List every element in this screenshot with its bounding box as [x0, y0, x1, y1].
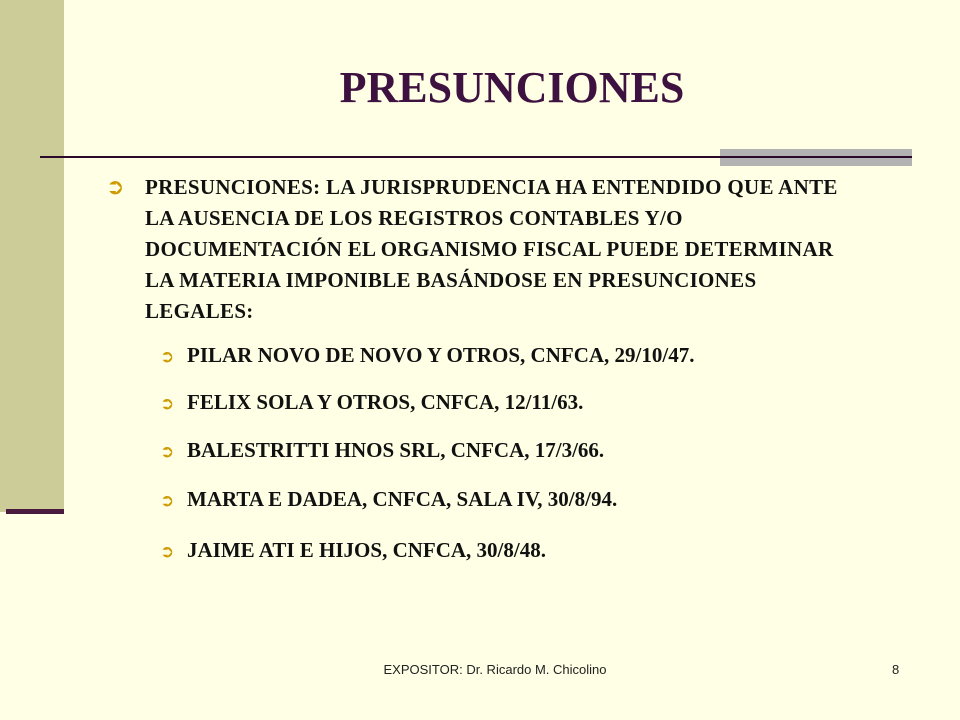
arrow-bullet-icon: ➲	[160, 542, 175, 562]
sub-bullet-item	[160, 538, 546, 563]
arrow-bullet-icon: ➲	[160, 442, 175, 462]
footer-presenter: EXPOSITOR: Dr. Ricardo M. Chicolino	[383, 662, 607, 677]
sub-bullet-item	[160, 487, 617, 512]
arrow-bullet-icon: ➲	[106, 175, 125, 200]
arrow-bullet-icon: ➲	[160, 347, 175, 367]
title-rule-overlay	[720, 156, 912, 158]
left-decorative-bar	[0, 0, 64, 512]
sub-bullet-item	[160, 438, 604, 463]
left-bar-accent	[6, 509, 64, 514]
sub-bullet-text: BALESTRITTI HNOS SRL, CNFCA, 17/3/66.	[187, 438, 605, 462]
page-number: 8	[892, 662, 900, 677]
sub-bullet-text: MARTA E DADEA, CNFCA, SALA IV, 30/8/94.	[187, 487, 618, 511]
sub-bullet-text: JAIME ATI E HIJOS, CNFCA, 30/8/48.	[187, 538, 546, 562]
sub-bullet-text: FELIX SOLA Y OTROS, CNFCA, 12/11/63.	[187, 390, 584, 414]
slide-title: PRESUNCIONES	[339, 63, 685, 112]
sub-bullet-text: PILAR NOVO DE NOVO Y OTROS, CNFCA, 29/10/47.	[187, 343, 695, 367]
main-bullet-text: PRESUNCIONES: LA JURISPRUDENCIA HA ENTENDIDO QUE ANTE LA AUSENCIA DE LOS REGISTROS CONTABLES Y/O DOCUMENTACIÓN EL ORGANISMO FISCAL PUEDE DETERMINAR LA MATERIA IMPONIBLE BASÁNDOSE EN PRESUNCIONES LEGALES:	[145, 175, 838, 323]
sub-bullet-item	[160, 343, 694, 368]
arrow-bullet-icon: ➲	[160, 394, 175, 414]
sub-bullet-item	[160, 390, 583, 415]
arrow-bullet-icon: ➲	[160, 491, 175, 511]
